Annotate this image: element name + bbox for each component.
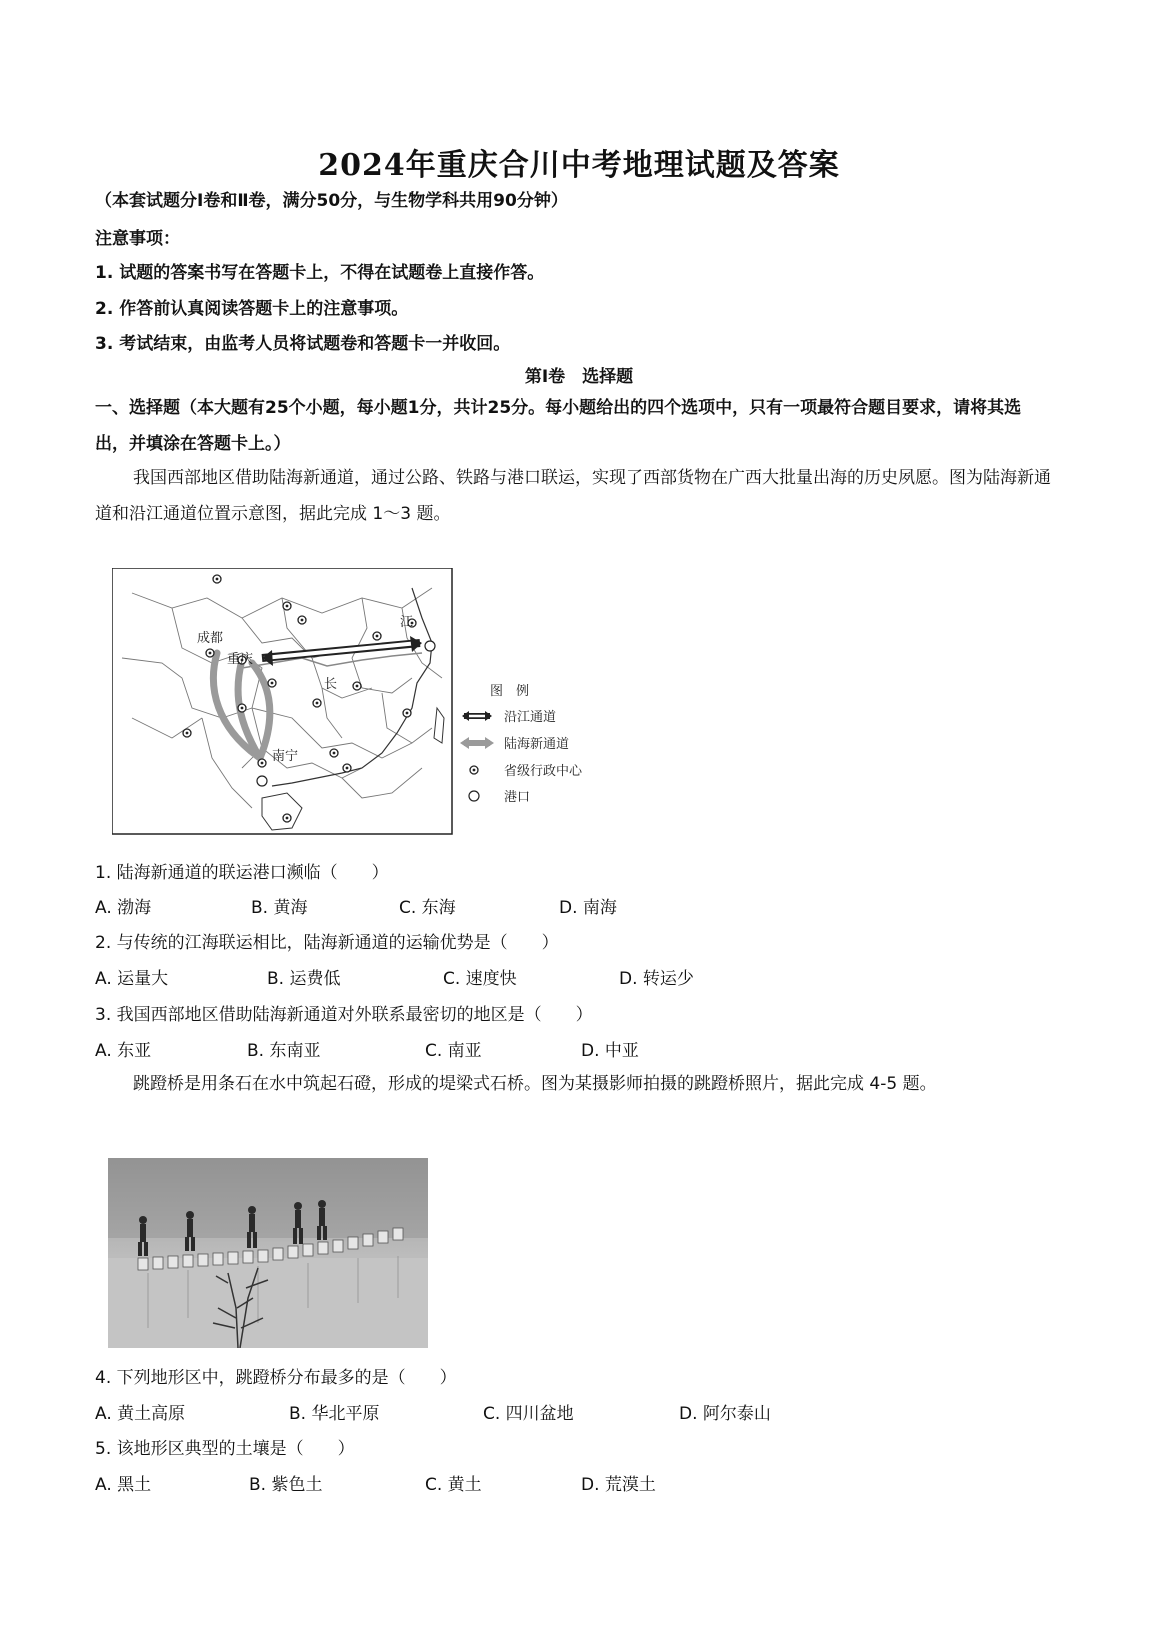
- notice-item: 3. 考试结束，由监考人员将试题卷和答题卡一并收回。: [95, 334, 511, 354]
- legend-title: 图 例: [490, 684, 530, 699]
- option: C. 四川盆地: [483, 1404, 574, 1424]
- legend-luhai: 陆海新通道: [504, 737, 570, 752]
- question-stem: 1. 陆海新通道的联运港口濒临（ ）: [95, 863, 389, 883]
- notice-heading: 注意事项：: [95, 229, 180, 249]
- label-chang: 长: [324, 677, 338, 692]
- option: D. 阿尔泰山: [679, 1404, 771, 1424]
- option: B. 华北平原: [289, 1404, 380, 1424]
- option: B. 黄海: [251, 898, 308, 918]
- corridor-map: [112, 568, 632, 848]
- option: A. 运量大: [95, 969, 169, 989]
- notice-item: 1. 试题的答案书写在答题卡上，不得在试题卷上直接作答。: [95, 263, 545, 283]
- option: C. 黄土: [425, 1475, 482, 1495]
- notice-item: 2. 作答前认真阅读答题卡上的注意事项。: [95, 299, 409, 319]
- exam-subtitle: （本套试题分Ⅰ卷和Ⅱ卷，满分50分，与生物学科共用90分钟）: [95, 191, 568, 211]
- legend-port: 港口: [504, 790, 531, 805]
- option: A. 东亚: [95, 1041, 152, 1061]
- option: B. 运费低: [267, 969, 341, 989]
- option: C. 东海: [399, 898, 456, 918]
- section-heading: 第Ⅰ卷 选择题: [524, 367, 634, 387]
- question-stem: 5. 该地形区典型的土壤是（ ）: [95, 1439, 355, 1459]
- option: A. 黑土: [95, 1475, 152, 1495]
- option: D. 荒漠土: [581, 1475, 656, 1495]
- option: D. 中亚: [581, 1041, 639, 1061]
- option: B. 东南亚: [247, 1041, 321, 1061]
- legend-yanjiang: 沿江通道: [504, 710, 557, 725]
- label-chengdu: 成都: [197, 631, 224, 646]
- option: D. 转运少: [619, 969, 694, 989]
- option: A. 黄土高原: [95, 1404, 186, 1424]
- stepping-bridge-photo: [108, 1158, 428, 1348]
- legend-capital: 省级行政中心: [504, 764, 583, 779]
- label-chongqing: 重庆: [227, 652, 254, 667]
- page-title: 2024年重庆合川中考地理试题及答案: [318, 148, 840, 183]
- option: B. 紫色土: [249, 1475, 323, 1495]
- question-stem: 4. 下列地形区中，跳蹬桥分布最多的是（ ）: [95, 1368, 457, 1388]
- option: C. 速度快: [443, 969, 517, 989]
- option: A. 渤海: [95, 898, 152, 918]
- passage-2: 跳蹬桥是用条石在水中筑起石磴，形成的堤梁式石桥。图为某摄影师拍摄的跳蹬桥照片，据此完成 4-5 题。: [133, 1074, 937, 1094]
- map-legend: [460, 684, 583, 805]
- question-stem: 2. 与传统的江海联运相比，陆海新通道的运输优势是（ ）: [95, 933, 559, 953]
- label-jiang: 江: [400, 615, 414, 630]
- label-nanning: 南宁: [272, 749, 299, 764]
- section-instruction: 一、选择题（本大题有25个小题，每小题1分，共计25分。每小题给出的四个选项中，只有一项最符合题目要求，请将其选出，并填涂在答题卡上。）: [95, 398, 1022, 454]
- passage-1: 我国西部地区借助陆海新通道，通过公路、铁路与港口联运，实现了西部货物在广西大批量出海的历史夙愿。图为陆海新通道和沿江通道位置示意图，据此完成 1～3 题。: [95, 468, 1051, 524]
- option: C. 南亚: [425, 1041, 482, 1061]
- question-stem: 3. 我国西部地区借助陆海新通道对外联系最密切的地区是（ ）: [95, 1005, 593, 1025]
- option: D. 南海: [559, 898, 617, 918]
